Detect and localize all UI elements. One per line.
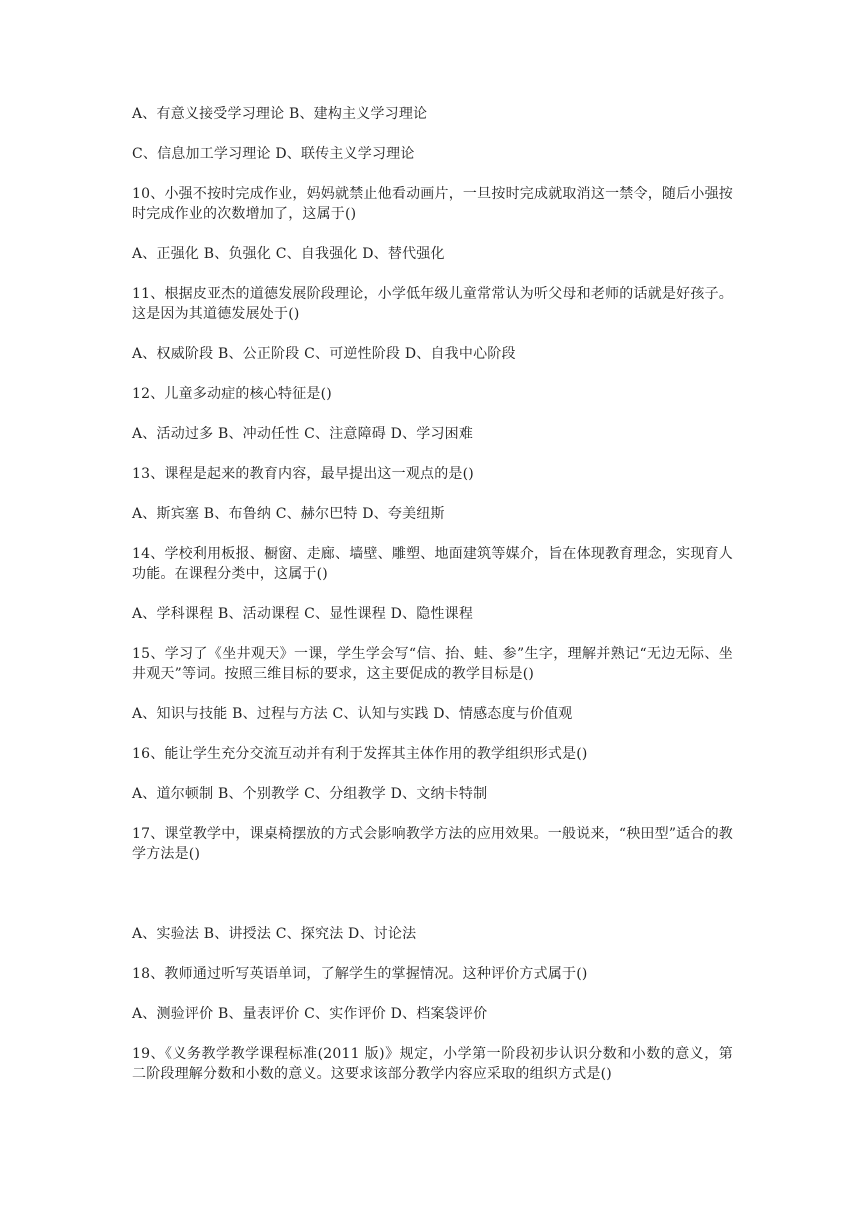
question-16: 16、能让学生充分交流互动并有利于发挥其主体作用的教学组织形式是() [132, 746, 588, 762]
question-10: 10、小强不按时完成作业，妈妈就禁止他看动画片，一旦按时完成就取消这一禁令，随后小强按时完成作业的次数增加了，这属于() [132, 186, 733, 222]
question-12-options: A、活动过多 B、冲动任性 C、注意障碍 D、学习困难 [132, 426, 474, 442]
question-18-options: A、测验评价 B、量表评价 C、实作评价 D、档案袋评价 [132, 1006, 488, 1022]
question-12: 12、儿童多动症的核心特征是() [132, 386, 332, 402]
answer-options-line: A、有意义接受学习理论 B、建构主义学习理论 [132, 106, 428, 122]
question-11-options: A、权威阶段 B、公正阶段 C、可逆性阶段 D、自我中心阶段 [132, 346, 516, 362]
question-19: 19、《义务教学教学课程标准(2011 版)》规定，小学第一阶段初步认识分数和小数的意义，第二阶段理解分数和小数的意义。这要求该部分教学内容应采取的组织方式是() [132, 1046, 733, 1082]
question-13: 13、课程是起来的教育内容，最早提出这一观点的是() [132, 466, 474, 482]
question-13-options: A、斯宾塞 B、布鲁纳 C、赫尔巴特 D、夸美纽斯 [132, 506, 445, 522]
answer-options-line: C、信息加工学习理论 D、联传主义学习理论 [132, 146, 415, 162]
question-10-options: A、正强化 B、负强化 C、自我强化 D、替代强化 [132, 246, 445, 262]
question-17-options: A、实验法 B、讲授法 C、探究法 D、讨论法 [132, 926, 417, 942]
question-17: 17、课堂教学中，课桌椅摆放的方式会影响教学方法的应用效果。一般说来，“秧田型”适合的教学方法是() [132, 826, 733, 862]
question-15: 15、学习了《坐井观天》一课，学生学会写“信、抬、蛙、参”生字，理解并熟记“无边无际、坐井观天”等词。按照三维目标的要求，这主要促成的教学目标是() [132, 646, 733, 682]
question-18: 18、教师通过听写英语单词，了解学生的掌握情况。这种评价方式属于() [132, 966, 588, 982]
question-11: 11、根据皮亚杰的道德发展阶段理论，小学低年级儿童常常认为听父母和老师的话就是好孩子。这是因为其道德发展处于() [132, 286, 733, 322]
question-14: 14、学校利用板报、橱窗、走廊、墙壁、雕塑、地面建筑等媒介，旨在体现教育理念，实现育人功能。在课程分类中，这属于() [132, 546, 733, 582]
question-14-options: A、学科课程 B、活动课程 C、显性课程 D、隐性课程 [132, 606, 474, 622]
question-16-options: A、道尔顿制 B、个别教学 C、分组教学 D、文纳卡特制 [132, 786, 488, 802]
question-15-options: A、知识与技能 B、过程与方法 C、认知与实践 D、情感态度与价值观 [132, 706, 573, 722]
